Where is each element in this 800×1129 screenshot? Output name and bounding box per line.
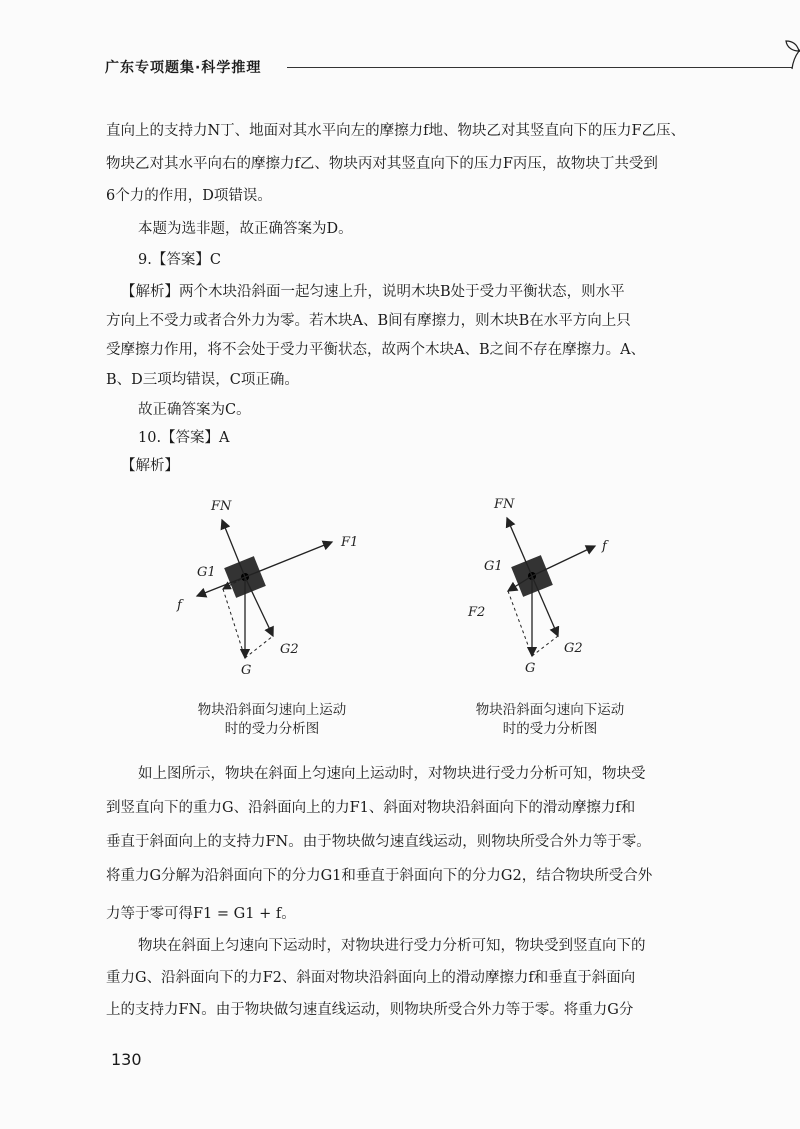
running-header <box>105 57 710 77</box>
force-diagram-up <box>165 490 415 690</box>
text-line: 直向上的支持力N丁、地面对其水平向左的摩擦力f地、物块乙对其竖直向下的压力F乙压、 <box>106 123 686 139</box>
text-line: 物块乙对其水平向右的摩擦力f乙、物块丙对其竖直向下的压力F丙压，故物块丁共受到 <box>106 156 658 172</box>
text-line: 重力G、沿斜面向下的力F2、斜面对物块沿斜面向上的滑动摩擦力f和垂直于斜面向 <box>106 970 636 986</box>
label-fn: FN <box>494 497 515 512</box>
text-line: 上的支持力FN。由于物块做匀速直线运动，则物块所受合外力等于零。将重力G分 <box>106 1002 634 1018</box>
f1-arrow <box>245 542 332 577</box>
page-number: 130 <box>111 1050 142 1069</box>
label-g2: G2 <box>280 642 299 657</box>
label-f: f <box>177 598 182 613</box>
text-line: B、D三项均错误，C项正确。 <box>106 372 299 388</box>
diagram-caption-down <box>430 701 670 739</box>
answer-heading: 9.【答案】C <box>138 252 221 268</box>
label-fn: FN <box>211 499 232 514</box>
analysis-heading: 【解析】 <box>121 458 179 474</box>
label-g1: G1 <box>484 559 503 574</box>
answer-heading: 10.【答案】A <box>138 430 230 446</box>
text-line: 到竖直向下的重力G、沿斜面向上的力F1、斜面对物块沿斜面向下的滑动摩擦力f和 <box>106 800 636 816</box>
text-line: 力等于零可得F1 = G1 + f。 <box>106 906 296 922</box>
text-line: 故正确答案为C。 <box>138 402 251 418</box>
dashed-line <box>532 636 558 656</box>
text-line: 垂直于斜面向上的支持力FN。由于物块做匀速直线运动，则物块所受合外力等于零。 <box>106 834 651 850</box>
caption-line: 时的受力分析图 <box>502 721 598 737</box>
label-g1: G1 <box>197 565 216 580</box>
dashed-line <box>508 591 532 656</box>
analysis-line: 【解析】两个木块沿斜面一起匀速上升，说明木块B处于受力平衡状态，则水平 <box>121 284 625 300</box>
label-g2: G2 <box>564 641 583 656</box>
dashed-line <box>223 589 245 658</box>
header-rule <box>287 67 792 68</box>
sprout-icon <box>783 36 800 70</box>
text-line: 将重力G分解为沿斜面向下的分力G1和垂直于斜面向下的分力G2，结合物块所受合外 <box>106 868 653 884</box>
dashed-line <box>245 636 273 658</box>
caption-line: 物块沿斜面匀速向下运动 <box>475 702 625 718</box>
text-line: 6个力的作用，D项错误。 <box>106 188 272 204</box>
text-line: 受摩擦力作用，将不会处于受力平衡状态，故两个木块A、B之间不存在摩擦力。A、 <box>106 342 646 358</box>
label-g: G <box>525 661 536 676</box>
caption-line: 时的受力分析图 <box>224 721 320 737</box>
label-f1: F1 <box>341 535 359 550</box>
text-line: 物块在斜面上匀速向下运动时，对物块进行受力分析可知，物块受到竖直向下的 <box>138 938 646 954</box>
label-f2: F2 <box>468 605 486 620</box>
diagram-caption-up <box>152 701 392 739</box>
label-f: f <box>602 539 607 554</box>
force-diagram-down <box>450 490 700 690</box>
text-line: 如上图所示，物块在斜面上匀速向上运动时，对物块进行受力分析可知，物块受 <box>138 766 646 782</box>
header-title: 广东专项题集·科学推理 <box>105 60 262 76</box>
text-line: 方向上不受力或者合外力为零。若木块A、B间有摩擦力，则木块B在水平方向上只 <box>106 313 631 329</box>
label-g: G <box>241 663 252 678</box>
caption-line: 物块沿斜面匀速向上运动 <box>197 702 347 718</box>
text-line: 本题为选非题，故正确答案为D。 <box>138 221 353 237</box>
